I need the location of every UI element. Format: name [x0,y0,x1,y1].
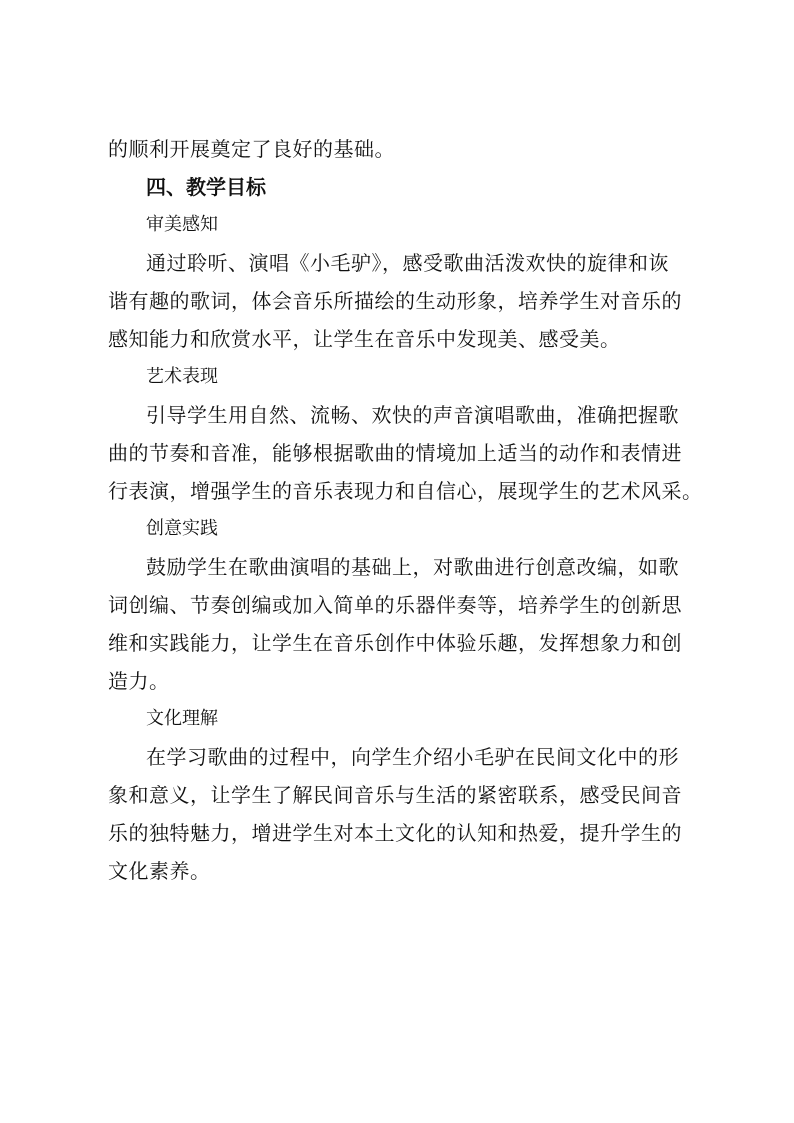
objective-title-artistic: 艺术表现 [146,366,218,387]
objective-line: 象和意义，让学生了解民间音乐与生活的紧密联系，感受民间音 [108,783,682,807]
objective-title-aesthetic: 审美感知 [146,214,218,235]
section-title: 四、教学目标 [146,175,266,199]
objective-line: 维和实践能力，让学生在音乐创作中体验乐趣，发挥想象力和创 [108,631,682,655]
objective-line: 鼓励学生在歌曲演唱的基础上，对歌曲进行创意改编，如歌 [146,555,679,579]
objective-line: 文化素养。 [108,859,211,883]
objective-line: 在学习歌曲的过程中，向学生介绍小毛驴在民间文化中的形 [146,745,679,769]
objective-line: 谐有趣的歌词，体会音乐所描绘的生动形象，培养学生对音乐的 [108,289,682,313]
objective-line: 曲的节奏和音准，能够根据歌曲的情境加上适当的动作和表情进 [108,441,682,465]
objective-line: 造力。 [108,669,170,693]
objective-line: 词创编、节奏创编或加入简单的乐器伴奏等，培养学生的创新思 [108,593,682,617]
continuation-line: 的顺利开展奠定了良好的基础。 [108,137,395,161]
objective-line: 乐的独特魅力，增进学生对本土文化的认知和热爱，提升学生的 [108,821,682,845]
document-body [108,130,703,890]
objective-line: 引导学生用自然、流畅、欢快的声音演唱歌曲，准确把握歌 [146,403,679,427]
objective-title-creative: 创意实践 [146,518,218,539]
objective-line: 行表演，增强学生的音乐表现力和自信心，展现学生的艺术风采。 [108,479,703,503]
objective-title-cultural: 文化理解 [146,708,218,729]
objective-line: 感知能力和欣赏水平，让学生在音乐中发现美、感受美。 [108,327,621,351]
objective-line: 通过聆听、演唱《小毛驴》，感受歌曲活泼欢快的旋律和诙 [146,251,669,275]
